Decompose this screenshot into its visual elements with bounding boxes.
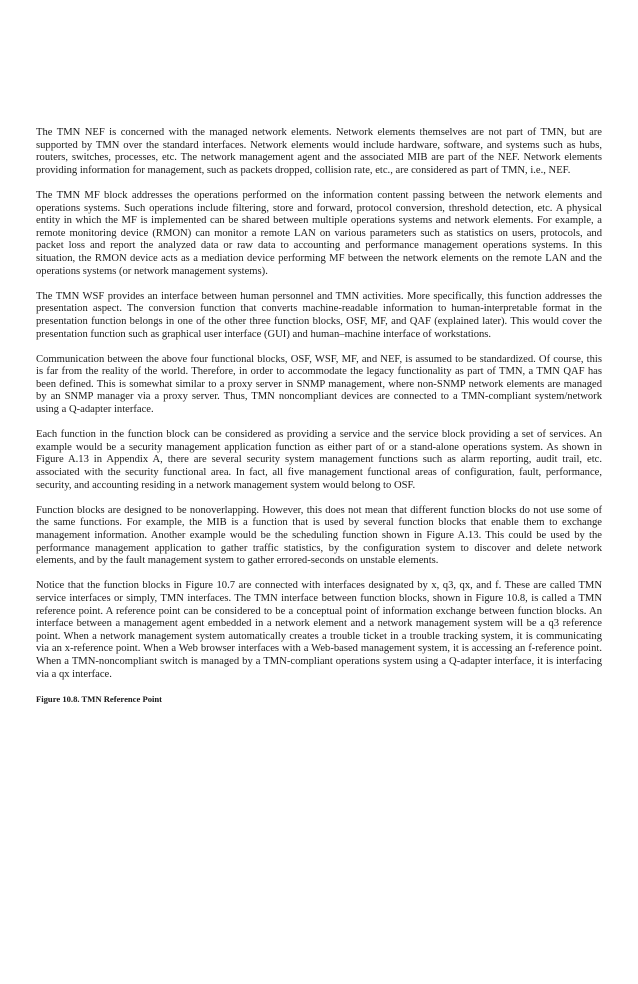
- paragraph-mf: The TMN MF block addresses the operations performed on the information content passing between the network elements and operations systems. Such operations include filtering, store and forward, protocol conversion, threshold detection, etc. A physical entity in which the MF is implemented can be shared between multiple operations systems and network elements. For example, a remote monitoring device (RMON) can monitor a remote LAN on various parameters such as statistics on users, protocols, and packet loss and report the analyzed data or raw data to accounting and performance management operations systems. In this situation, the RMON device acts as a mediation device performing MF between the network elements on the remote LAN and the operations systems (or network management systems).: [36, 189, 602, 277]
- paragraph-nef: The TMN NEF is concerned with the managed network elements. Network elements themselves are not part of TMN, but are supported by TMN over the standard interfaces. Network elements would include hardware, software, and systems such as hubs, routers, switches, processes, etc. The network management agent and the associated MIB are part of the NEF. Network elements providing information for management, such as packets dropped, collision rate, etc., are considered as part of TMN, i.e., NEF.: [36, 127, 602, 176]
- paragraph-wsf: The TMN WSF provides an interface between human personnel and TMN activities. More specifically, this function addresses the presentation aspect. The conversion function that converts machine-readable information to human-interpretable format in the presentation function belongs in one of the other three function blocks, OSF, MF, and QAF (explained later). This would cover the presentation function such as graphical user interface (GUI) and human–machine interface of workstations.: [36, 290, 602, 340]
- paragraph-nonoverlapping: Function blocks are designed to be nonoverlapping. However, this does not mean that different function blocks do not use some of the same functions. For example, the MIB is a function that is used by several function blocks that enable them to exchange management information. Another example would be the scheduling function shown in Figure A.13. This could be used by the performance management application to gather traffic statistics, by the configuration system to discover and delete network elements, and by the fault management system to gather errored-seconds on unstable elements.: [36, 504, 602, 567]
- paragraph-reference-points: Notice that the function blocks in Figure 10.7 are connected with interfaces designated by x, q3, qx, and f. These are called TMN service interfaces or simply, TMN interfaces. The TMN interface between function blocks, shown in Figure 10.8, is called a TMN reference point. A reference point can be considered to be a conceptual point of information exchange between function blocks. An interface between a management agent embedded in a network element and a network management system will be a q3 reference point. When a network management system automatically creates a trouble ticket in a trouble tracking system, it is communicating via an x-reference point. When a Web browser interfaces with a Web-based management system, it is accessing an f-reference point. When a TMN-noncompliant switch is managed by a TMN-compliant operations system using a Q-adapter interface, it is interfacing via a qx interface.: [36, 580, 602, 680]
- paragraph-services: Each function in the function block can be considered as providing a service and the service block providing a set of services. An example would be a security management application function as either part of or a stand-alone operations system. As shown in Figure A.13 in Appendix A, there are several security system management functions such as alarm reporting, audit trail, etc. associated with the security functional area. In fact, all five management functional areas of configuration, fault, performance, security, and accounting residing in a network management system would belong to OSF.: [36, 429, 602, 491]
- document-body: [36, 127, 602, 705]
- paragraph-qaf: Communication between the above four functional blocks, OSF, WSF, MF, and NEF, is assumed to be standardized. Of course, this is far from the reality of the world. Therefore, in order to accommodate the legacy functionality as part of TMN, a TMN QAF has been defined. This is somewhat similar to a proxy server in SNMP management, where non-SNMP network elements are managed by an SNMP manager via a proxy server. Thus, TMN noncompliant devices are connected to a TMN-compliant system/network using a Q-adapter interface.: [36, 353, 602, 416]
- figure-caption: Figure 10.8. TMN Reference Point: [36, 693, 163, 704]
